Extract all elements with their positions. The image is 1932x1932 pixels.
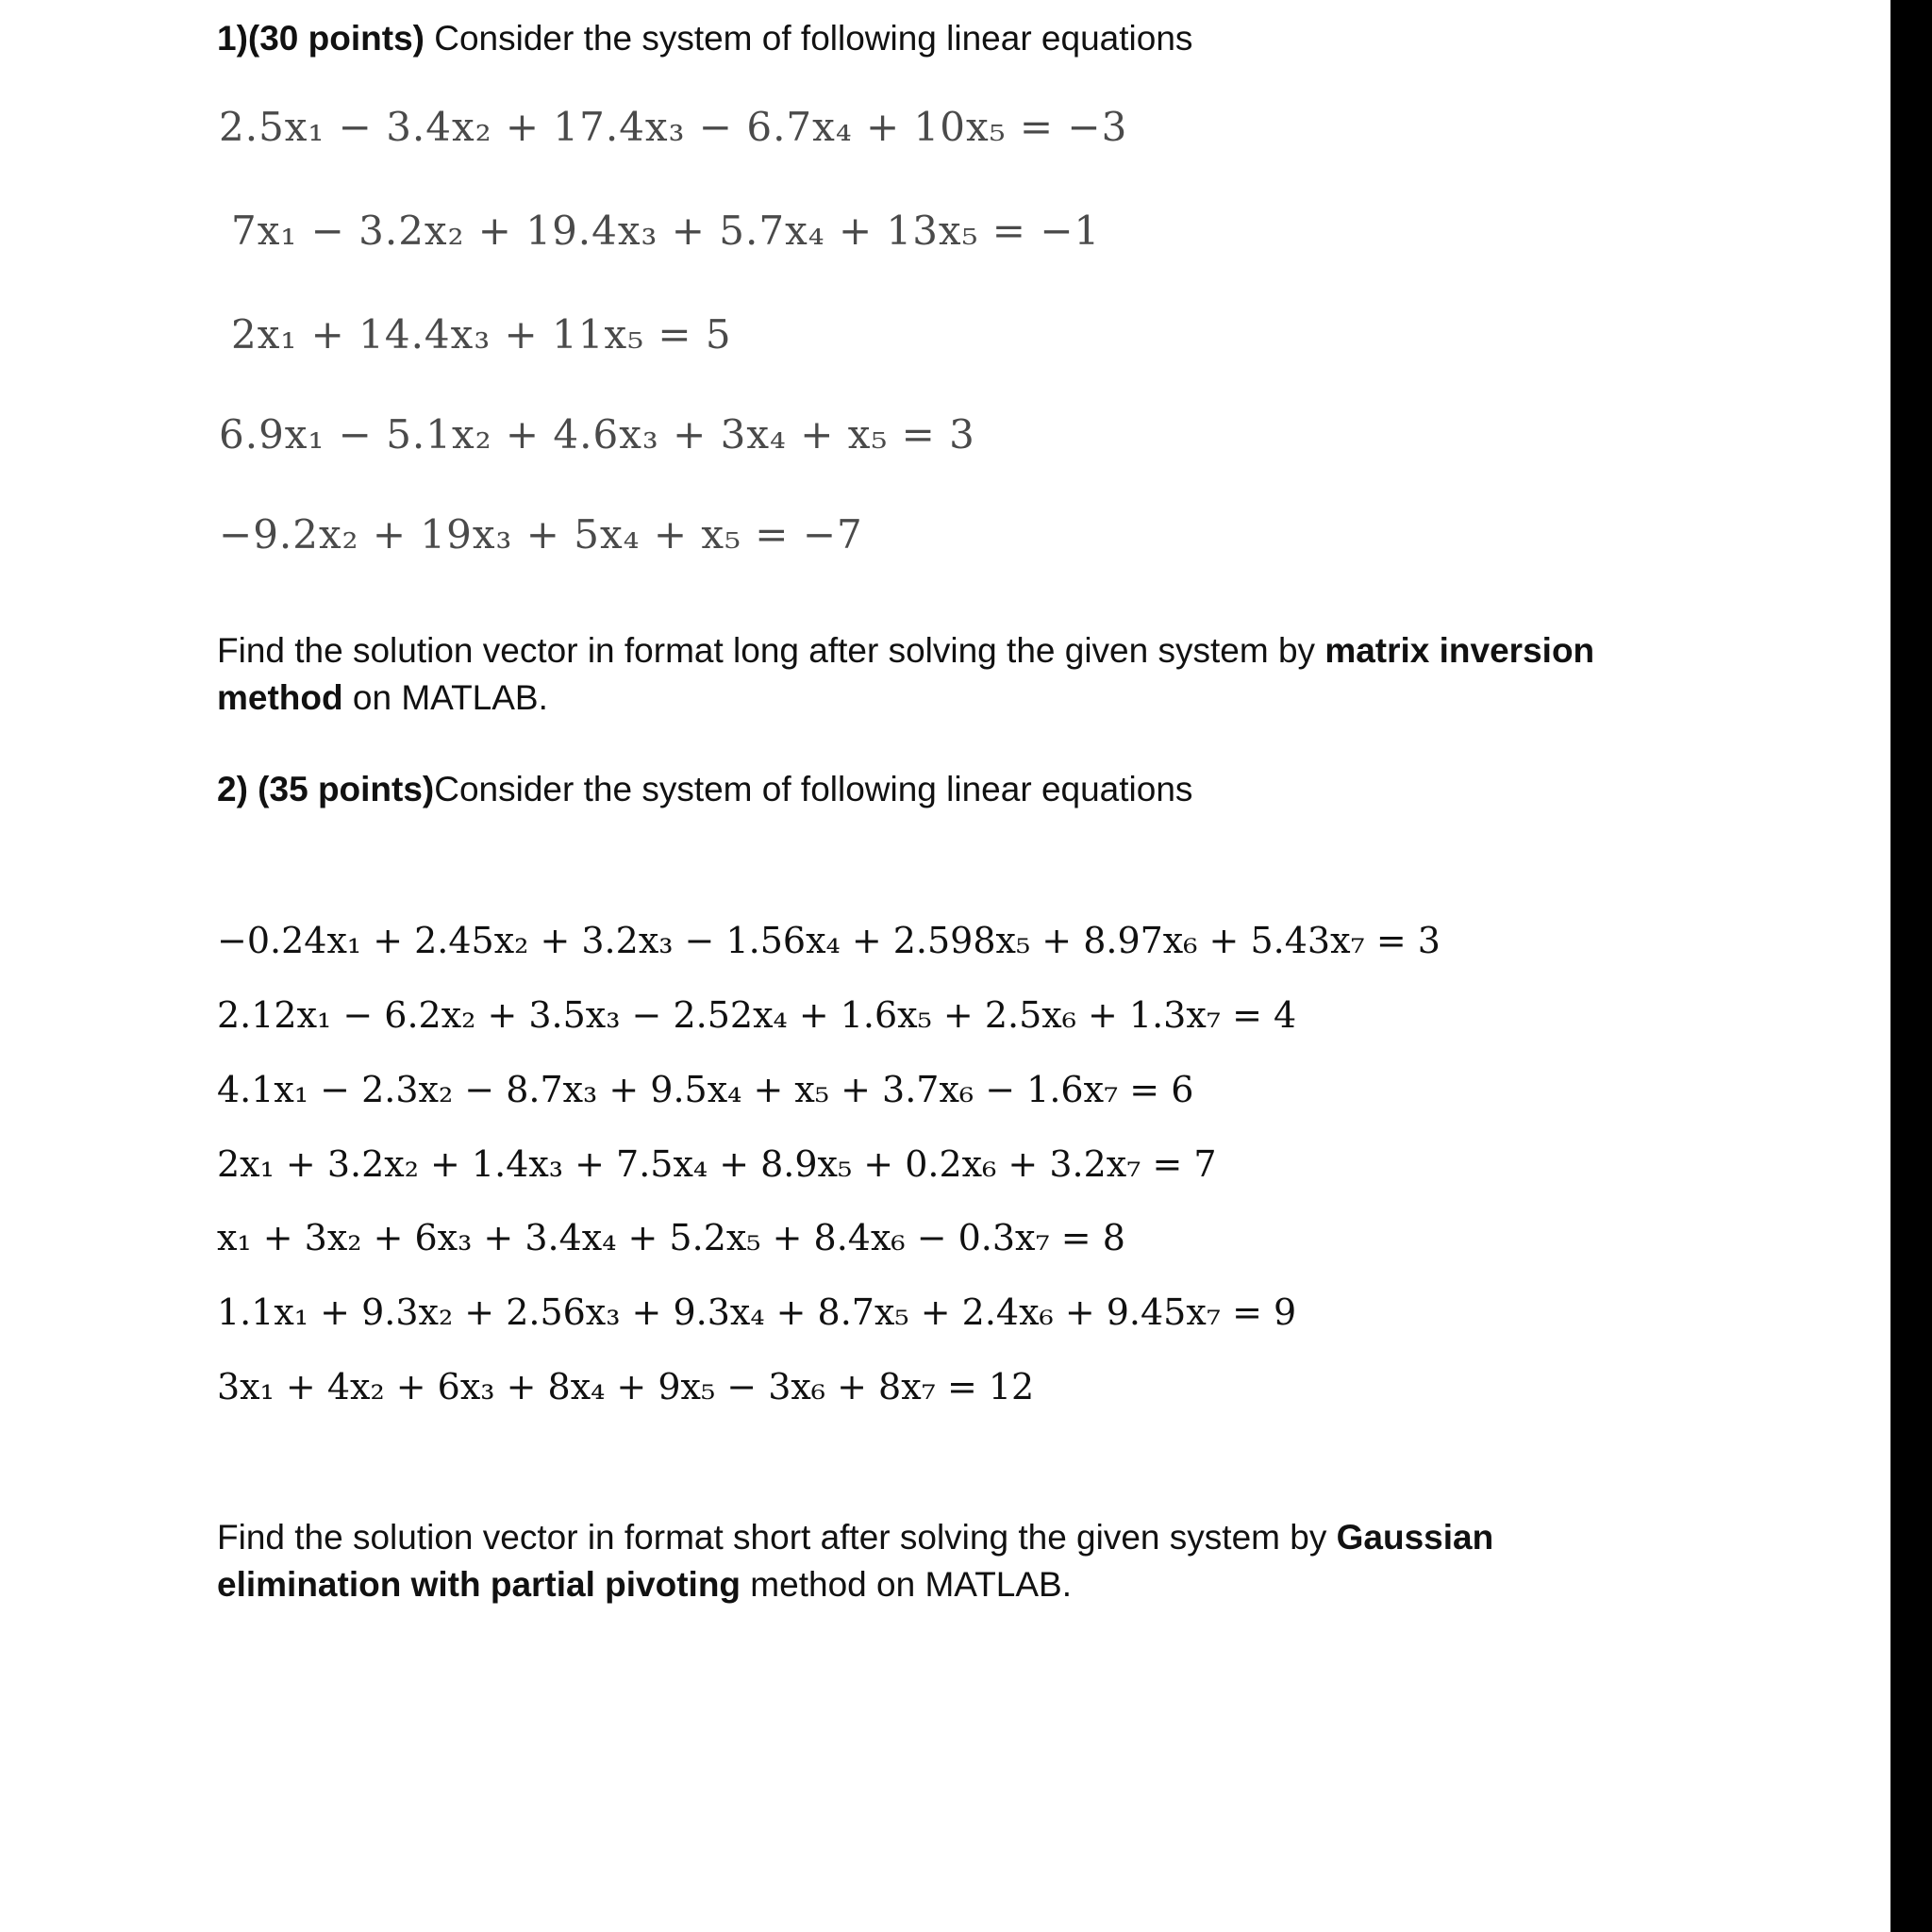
q1-points: (30 points) xyxy=(247,19,425,58)
q2-points: (35 points) xyxy=(247,770,435,808)
q1-equation: 6.9x₁ − 5.1x₂ + 4.6x₃ + 3x₄ + x₅ = 3 xyxy=(219,411,975,458)
q2-equation: 2x₁ + 3.2x₂ + 1.4x₃ + 7.5x₄ + 8.9x₅ + 0.2x₆ + 3.2x₇ = 7 xyxy=(217,1143,1217,1185)
q2-equation: 4.1x₁ − 2.3x₂ − 8.7x₃ + 9.5x₄ + x₅ + 3.7x₆ − 1.6x₇ = 6 xyxy=(217,1069,1194,1110)
q1-instruction-end: on MATLAB. xyxy=(342,678,548,717)
q1-heading xyxy=(217,19,1192,58)
q1-number: 1) xyxy=(217,19,248,58)
q1-instruction-text: Find the solution vector in format long after solving the given system by xyxy=(217,631,1325,670)
q2-instruction-end: method on MATLAB. xyxy=(741,1565,1073,1604)
q1-equation: 7x₁ − 3.2x₂ + 19.4x₃ + 5.7x₄ + 13x₅ = −1 xyxy=(231,208,1101,254)
q2-heading xyxy=(217,770,1192,809)
q2-equation: 2.12x₁ − 6.2x₂ + 3.5x₃ − 2.52x₄ + 1.6x₅ + 2.5x₆ + 1.3x₇ = 4 xyxy=(217,994,1297,1036)
q2-instruction-text: Find the solution vector in format short after solving the given system by xyxy=(217,1518,1337,1557)
page-edge-bar xyxy=(1890,0,1932,1932)
q2-prompt: Consider the system of following linear equations xyxy=(434,770,1193,808)
q2-instruction xyxy=(217,1514,1632,1608)
q2-method: Gaussian elimination with partial pivoting xyxy=(217,1518,1494,1604)
q2-equation: 1.1x₁ + 9.3x₂ + 2.56x₃ + 9.3x₄ + 8.7x₅ + 2.4x₆ + 9.45x₇ = 9 xyxy=(217,1291,1297,1333)
q1-prompt: Consider the system of following linear equations xyxy=(424,19,1193,58)
q2-equation: −0.24x₁ + 2.45x₂ + 3.2x₃ − 1.56x₄ + 2.598x₅ + 8.97x₆ + 5.43x₇ = 3 xyxy=(217,920,1441,961)
q1-equation: 2x₁ + 14.4x₃ + 11x₅ = 5 xyxy=(231,311,732,358)
q2-equation: x₁ + 3x₂ + 6x₃ + 3.4x₄ + 5.2x₅ + 8.4x₆ − 0.3x₇ = 8 xyxy=(217,1217,1125,1258)
q1-equation: 2.5x₁ − 3.4x₂ + 17.4x₃ − 6.7x₄ + 10x₅ = −3 xyxy=(219,104,1128,150)
q2-number: 2) xyxy=(217,770,248,808)
q1-instruction xyxy=(217,627,1632,722)
q1-equation: −9.2x₂ + 19x₃ + 5x₄ + x₅ = −7 xyxy=(219,511,863,558)
q2-equation: 3x₁ + 4x₂ + 6x₃ + 8x₄ + 9x₅ − 3x₆ + 8x₇ = 12 xyxy=(217,1366,1035,1407)
q1-method: matrix inversion method xyxy=(217,631,1595,717)
